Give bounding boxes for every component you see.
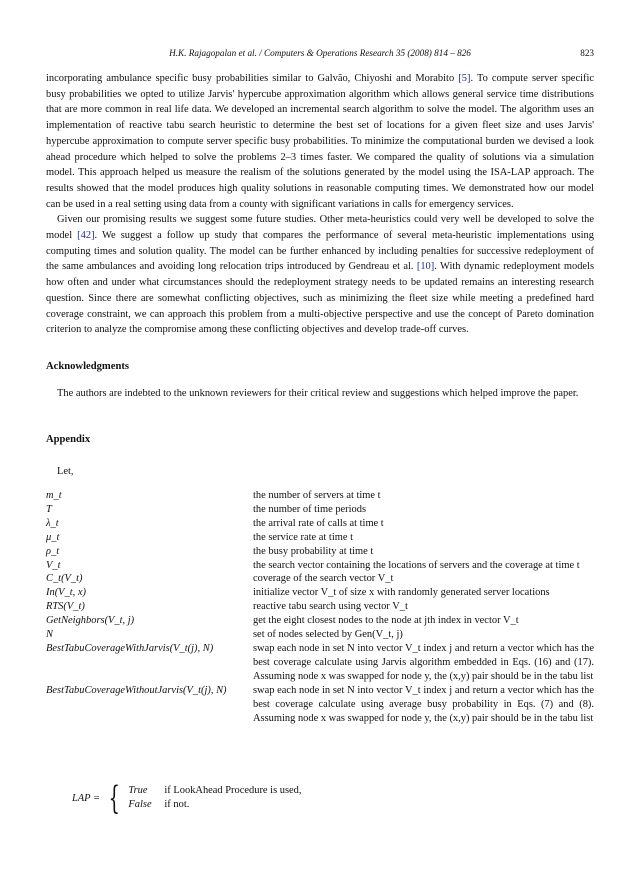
- acknowledgments-heading: Acknowledgments: [46, 361, 129, 372]
- case-condition: if not.: [164, 799, 190, 810]
- definition-row: [46, 559, 594, 573]
- lap-equation: [72, 779, 302, 817]
- definition-row: [46, 600, 594, 614]
- lap-lhs: LAP =: [72, 792, 101, 804]
- page-number: 823: [580, 48, 594, 58]
- definition-symbol: GetNeighbors(V_t, j): [46, 615, 135, 627]
- definition-symbol: T: [46, 503, 52, 515]
- appendix-heading: Appendix: [46, 434, 91, 445]
- text-run: incorporating ambulance specific busy probabilities similar to Galvão, Chiyoshi and Morabito: [46, 73, 459, 84]
- definition-row: [46, 684, 594, 726]
- definition-description: the search vector containing the locations of servers and the coverage at time t: [253, 559, 580, 571]
- definition-symbol: V_t: [46, 559, 61, 571]
- definition-description: initialize vector V_t of size x with randomly generated server locations: [253, 587, 550, 599]
- text-run: . To compute server specific busy probabilities we opted to utilize Jarvis' hypercube approximation algorithm which allows general service time distributions that are more common in real life data. We developed an incremental search algorithm to solve the model. The algorithm uses an implementation of reactive tabu search heuristic to determine the best set of locations for a given fleet size and uses Jarvis' hypercube approximation to compute server specific busy probabilities. To minimize the computational burden we devised a look ahead procedure which helped to solve the problems 2–3 times faster. We compared the quality of solutions via a simulation model. This approach helped us measure the realism of the solutions generated by the model using the ISA-LAP approach. The results showed that the model produces high quality solutions in reasonable computing times. We demonstrated how our model can be used in a real setting using data from a county with significant variations in calls for emergency services.: [46, 73, 594, 210]
- definition-symbol: μ_t: [46, 531, 60, 543]
- appendix-intro: Let,: [57, 466, 74, 477]
- case-value: False: [128, 799, 152, 810]
- definition-symbol: In(V_t, x): [46, 587, 86, 599]
- running-head-text: H.K. Rajagopalan et al. / Computers & Operations Research 35 (2008) 814 – 826: [169, 48, 471, 58]
- definition-symbol: N: [46, 629, 53, 641]
- citation-link[interactable]: [5]: [458, 73, 471, 84]
- definition-description: the number of time periods: [253, 503, 367, 515]
- definition-symbol: BestTabuCoverageWithoutJarvis(V_t(j), N): [46, 684, 227, 696]
- definition-row: [46, 531, 594, 545]
- text-run: . With dynamic redeployment models how often and under what circumstances should the redeployment strategy needs to be updated remains an interesting research question. Since there are somewhat conflicting objectives, such as minimizing the fleet size while meeting a predefined hard coverage constraint, we can approach this problem from a multi-objective perspective and use the concept of Pareto domination criterion to analyze the compromise among these conflicting objectives and develop trade-off curves.: [46, 261, 595, 336]
- case-condition: if LookAhead Procedure is used,: [164, 785, 302, 796]
- definitions-list: [46, 489, 594, 725]
- left-brace: {: [108, 779, 120, 817]
- definition-symbol: λ_t: [46, 517, 59, 529]
- definition-description: set of nodes selected by Gen(V_t, j): [253, 629, 403, 641]
- body-text: [46, 71, 594, 338]
- paragraph-future-work: [46, 212, 594, 338]
- acknowledgments-text: The authors are indebted to the unknown reviewers for their critical review and suggestions which helped improve the paper.: [57, 388, 579, 399]
- definition-description: coverage of the search vector V_t: [253, 573, 394, 585]
- definition-symbol: BestTabuCoverageWithJarvis(V_t(j), N): [46, 642, 214, 654]
- definition-description: the service rate at time t: [253, 531, 353, 543]
- definition-symbol: ρ_t: [46, 545, 60, 557]
- definition-row: [46, 642, 594, 684]
- definition-row: [46, 586, 594, 600]
- definition-description: get the eight closest nodes to the node at jth index in vector V_t: [253, 615, 519, 627]
- lap-case: [128, 784, 301, 798]
- definition-description: reactive tabu search using vector V_t: [253, 601, 408, 613]
- definition-row: [46, 572, 594, 586]
- citation-link[interactable]: [10]: [416, 261, 435, 273]
- definition-description: swap each node in set N into vector V_t index j and return a vector which has the best coverage calculate using Jarvis algorithm embedded in Eqs. (16) and (17). Assuming node x was swapped for node y, the (x,y) pair should be in the tabu list: [253, 642, 594, 682]
- text-run: . We suggest a follow up study that compares the performance of several meta-heuristic implementations using computing times and solution quality. The model can be further enhanced by including penalties for successive redeployment of the same ambulances and avoiding long relocation trips introduced by Gendreau et al.: [46, 230, 594, 273]
- definition-symbol: m_t: [46, 490, 62, 501]
- definition-row: [46, 614, 594, 628]
- definition-row: [46, 489, 594, 503]
- definition-row: [46, 517, 594, 531]
- definition-row: [46, 545, 594, 559]
- definition-description: the number of servers at time t: [253, 490, 381, 501]
- citation-link[interactable]: [42]: [77, 230, 95, 242]
- definition-row: [46, 628, 594, 642]
- lap-case: [128, 798, 301, 812]
- case-value: True: [128, 785, 148, 796]
- definition-symbol: C_t(V_t): [46, 573, 83, 585]
- definition-description: the busy probability at time t: [253, 545, 374, 557]
- lap-cases: [128, 784, 301, 812]
- definition-description: swap each node in set N into vector V_t index j and return a vector which has the best coverage calculate using average busy probability in Eqs. (7) and (8). Assuming node x was swapped for node y, the (x,y) pair should be in the tabu list: [253, 684, 594, 724]
- text-run: Given our promising results we suggest some future studies. Other meta-heuristics could very well be developed to solve the model: [46, 214, 594, 242]
- definition-description: the arrival rate of calls at time t: [253, 517, 384, 529]
- definition-row: [46, 503, 594, 517]
- running-header: [46, 48, 594, 62]
- paragraph-conclusion: [46, 71, 594, 212]
- definition-symbol: RTS(V_t): [46, 601, 85, 613]
